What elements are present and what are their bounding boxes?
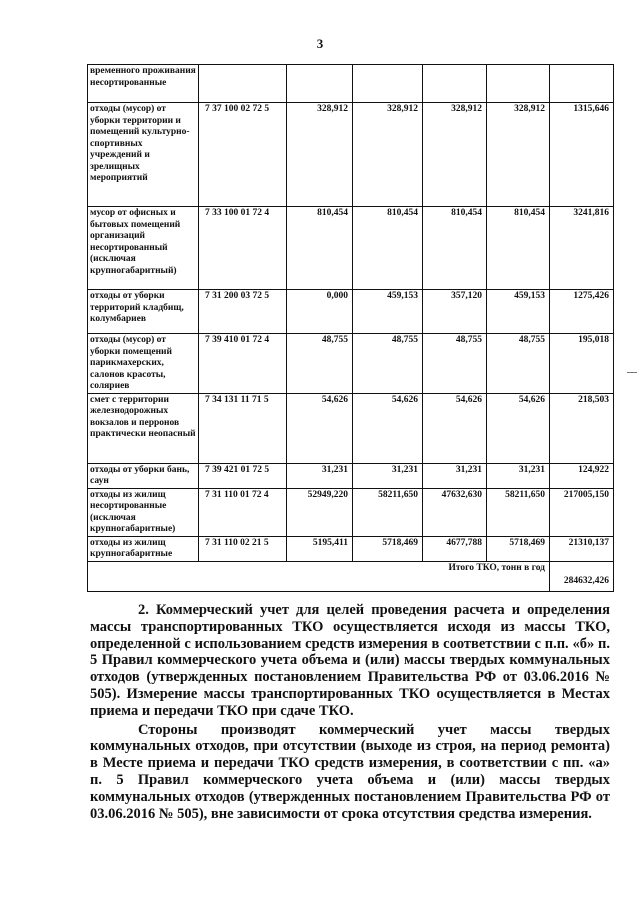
- annual-total-cell: 218,503: [550, 393, 614, 463]
- quarter-1-cell: 48,755: [287, 334, 353, 394]
- quarter-2-cell: 31,231: [353, 463, 423, 488]
- table-row: [88, 536, 614, 561]
- quarter-4-cell: 54,626: [487, 393, 550, 463]
- quarter-1-cell: 810,454: [287, 207, 353, 290]
- table-row: [88, 103, 614, 207]
- total-label: Итого ТКО, тонн в год: [88, 561, 550, 591]
- quarter-2-cell: 48,755: [353, 334, 423, 394]
- annual-total-cell: 195,018: [550, 334, 614, 394]
- annual-total-cell: 21310,137: [550, 536, 614, 561]
- table-row: [88, 488, 614, 536]
- annual-total-cell: 1315,646: [550, 103, 614, 207]
- quarter-3-cell: 4677,788: [423, 536, 487, 561]
- total-value: 284632,426: [550, 561, 614, 591]
- waste-name-cell: временного проживания несортированные: [88, 65, 199, 103]
- annual-total-cell: [550, 65, 614, 103]
- table-row: [88, 290, 614, 334]
- table-row: [88, 65, 614, 103]
- waste-name-cell: отходы из жилищ несортированные (исключая крупногабаритные): [88, 488, 199, 536]
- fkko-code-cell: 7 34 131 11 71 5: [199, 393, 287, 463]
- scan-mark: [627, 372, 637, 373]
- quarter-1-cell: 0,000: [287, 290, 353, 334]
- fkko-code-cell: 7 37 100 02 72 5: [199, 103, 287, 207]
- annual-total-cell: 1275,426: [550, 290, 614, 334]
- waste-name-cell: отходы (мусор) от уборки территории и помещений культурно-спортивных учреждений и зрелищных мероприятий: [88, 103, 199, 207]
- quarter-1-cell: 5195,411: [287, 536, 353, 561]
- quarter-4-cell: 48,755: [487, 334, 550, 394]
- fkko-code-cell: 7 39 421 01 72 5: [199, 463, 287, 488]
- quarter-3-cell: 48,755: [423, 334, 487, 394]
- quarter-3-cell: 31,231: [423, 463, 487, 488]
- fkko-code-cell: 7 33 100 01 72 4: [199, 207, 287, 290]
- fkko-code-cell: 7 31 110 01 72 4: [199, 488, 287, 536]
- page-number: 3: [316, 36, 324, 51]
- quarter-3-cell: 357,120: [423, 290, 487, 334]
- quarter-1-cell: 31,231: [287, 463, 353, 488]
- quarter-4-cell: 5718,469: [487, 536, 550, 561]
- quarter-1-cell: 328,912: [287, 103, 353, 207]
- waste-name-cell: отходы от уборки территорий кладбищ, колумбариев: [88, 290, 199, 334]
- quarter-2-cell: 810,454: [353, 207, 423, 290]
- waste-name-cell: смет с территории железнодорожных вокзалов и перронов практически неопасный: [88, 393, 199, 463]
- waste-volume-table: [87, 64, 614, 592]
- quarter-2-cell: [353, 65, 423, 103]
- quarter-1-cell: 54,626: [287, 393, 353, 463]
- quarter-2-cell: 5718,469: [353, 536, 423, 561]
- annual-total-cell: 124,922: [550, 463, 614, 488]
- table-row: [88, 463, 614, 488]
- quarter-3-cell: 810,454: [423, 207, 487, 290]
- quarter-2-cell: 54,626: [353, 393, 423, 463]
- waste-name-cell: отходы (мусор) от уборки помещений парикмахерских, салонов красоты, соляриев: [88, 334, 199, 394]
- fkko-code-cell: 7 39 410 01 72 4: [199, 334, 287, 394]
- waste-name-cell: мусор от офисных и бытовых помещений организаций несортированный (исключая крупногабаритный): [88, 207, 199, 290]
- annual-total-cell: 217005,150: [550, 488, 614, 536]
- annual-total-cell: 3241,816: [550, 207, 614, 290]
- fkko-code-cell: [199, 65, 287, 103]
- quarter-4-cell: 328,912: [487, 103, 550, 207]
- waste-name-cell: отходы из жилищ крупногабаритные: [88, 536, 199, 561]
- quarter-3-cell: 54,626: [423, 393, 487, 463]
- paragraph-commercial-accounting: 2. Коммерческий учет для целей проведения расчета и определения массы транспортированных ТКО осуществляется исходя из массы ТКО, определенной с использованием средств измерения в соответствии с п.п. «б» п. 5 Правил коммерческого учета объема и (или) массы твердых коммунальных отходов (утвержденных постановлением Правительства РФ от 03.06.2016 № 505). Измерение массы транспортированных ТКО осуществляется в Местах приема и передачи ТКО при сдаче ТКО.: [90, 602, 610, 719]
- quarter-1-cell: [287, 65, 353, 103]
- quarter-1-cell: 52949,220: [287, 488, 353, 536]
- quarter-3-cell: 328,912: [423, 103, 487, 207]
- quarter-4-cell: 31,231: [487, 463, 550, 488]
- fkko-code-cell: 7 31 200 03 72 5: [199, 290, 287, 334]
- waste-name-cell: отходы от уборки бань, саун: [88, 463, 199, 488]
- table-body: [88, 65, 614, 592]
- quarter-3-cell: [423, 65, 487, 103]
- body-text: [90, 602, 610, 822]
- table-row: [88, 334, 614, 394]
- quarter-2-cell: 328,912: [353, 103, 423, 207]
- quarter-4-cell: 459,153: [487, 290, 550, 334]
- quarter-4-cell: 810,454: [487, 207, 550, 290]
- quarter-4-cell: 58211,650: [487, 488, 550, 536]
- table-row: [88, 393, 614, 463]
- quarter-3-cell: 47632,630: [423, 488, 487, 536]
- paragraph-parties-accounting: Стороны производят коммерческий учет массы твердых коммунальных отходов, при отсутствии (выходе из строя, на период ремонта) в Месте приема и передачи ТКО средств измерения, в соответствии с пп. «а» п. 5 Правил коммерческого учета объема и (или) массы твердых коммунальных отходов (утвержденных постановлением Правительства РФ от 03.06.2016 № 505), вне зависимости от срока отсутствия средства измерения.: [90, 721, 610, 822]
- table-row: [88, 207, 614, 290]
- quarter-2-cell: 459,153: [353, 290, 423, 334]
- fkko-code-cell: 7 31 110 02 21 5: [199, 536, 287, 561]
- quarter-4-cell: [487, 65, 550, 103]
- table-total-row: [88, 561, 614, 591]
- quarter-2-cell: 58211,650: [353, 488, 423, 536]
